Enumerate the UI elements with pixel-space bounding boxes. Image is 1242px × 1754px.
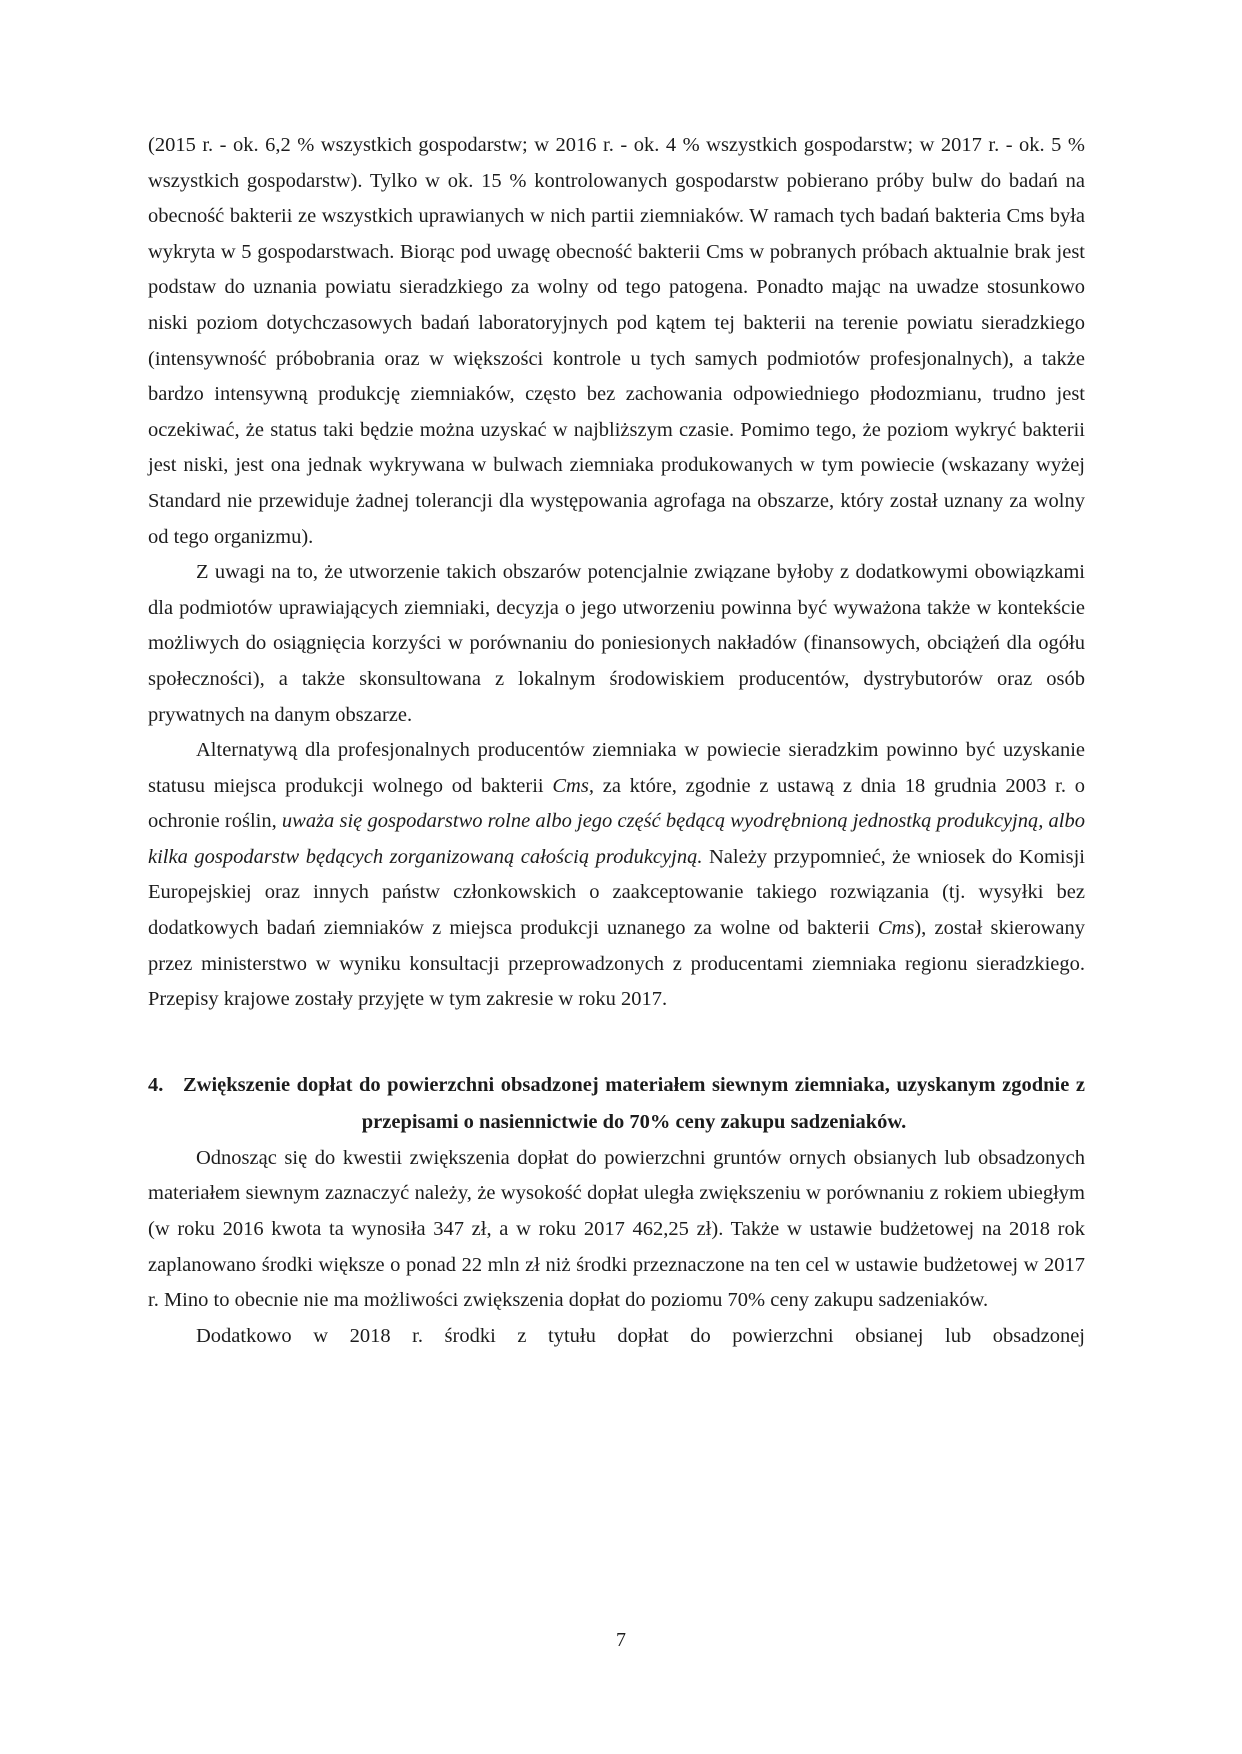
legal-definition-quote: uważa się gospodarstwo rolne albo jego część będącą wyodrębnioną jednostką produkcyjną, albo kilka gospodarstw będących zorganizowaną całością produkcyjną. <box>148 810 1085 868</box>
paragraph-text-part: Alternatywą dla profesjonalnych producentów ziemniaka w powiecie sieradzkim powinno być uzyskanie statusu miejsca produkcji wolnego od bakterii <box>148 739 1085 797</box>
paragraph-subsidy-increase: Odnosząc się do kwestii zwiększenia dopłat do powierzchni gruntów ornych obsianych lub obsadzonych materiałem siewnym zaznaczyć należy, że wysokość dopłat uległa zwiększeniu w porównaniu z rokiem ubiegłym (w roku 2016 kwota ta wynosiła 347 zł, a w roku 2017 462,25 zł). Także w ustawie budżetowej na 2018 rok zaplanowano środki większe o ponad 22 mln zł niż środki przeznaczone na ten cel w ustawie budżetowej w 2017 r. Mino to obecnie nie ma możliwości zwiększenia dopłat do poziomu 70% ceny zakupu sadzeniaków. <box>148 1146 1085 1312</box>
section-heading <box>148 1067 1085 1141</box>
cms-term: Cms, <box>552 774 594 797</box>
section-number: 4. <box>148 1073 164 1096</box>
document-body <box>148 128 1085 1354</box>
page-number: 7 <box>616 1629 626 1651</box>
paragraph-additional-obligations: Z uwagi na to, że utworzenie takich obszarów potencjalnie związane byłoby z dodatkowymi obowiązkami dla podmiotów uprawiających ziemniaki, decyzja o jego utworzeniu powinna być wyważona także w kontekście możliwych do osiągnięcia korzyści w porównaniu do poniesionych nakładów (finansowych, obciążeń dla ogółu społeczności), a także skonsultowana z lokalnym środowiskiem producentów, dystrybutorów oraz osób prywatnych na danym obszarze. <box>148 561 1085 726</box>
cms-term: Cms <box>877 917 915 940</box>
paragraph-text-part: za które, zgodnie z ustawą z dnia 18 grudnia 2003 r. o ochronie roślin, <box>148 774 1085 833</box>
paragraph-production-site-status <box>148 733 1085 1018</box>
paragraph-cms-detection: (2015 r. - ok. 6,2 % wszystkich gospodarstw; w 2016 r. - ok. 4 % wszystkich gospodarstw; w 2017 r. - ok. 5 % wszystkich gospodarstw). Tylko w ok. 15 % kontrolowanych gospodarstw pobierano próby bulw do badań na obecność bakterii ze wszystkich uprawianych w nich partii ziemniaków. W ramach tych badań bakteria Cms była wykryta w 5 gospodarstwach. Biorąc pod uwagę obecność bakterii Cms w pobranych próbach aktualnie brak jest podstaw do uznania powiatu sieradzkiego za wolny od tego patogena. Ponadto mając na uwadze stosunkowo niski poziom dotychczasowych badań laboratoryjnych pod kątem tej bakterii na terenie powiatu sieradzkiego (intensywność próbobrania oraz w większości kontrole u tych samych podmiotów profesjonalnych), a także bardzo intensywną produkcję ziemniaków, często bez zachowania odpowiedniego płodozmianu, trudno jest oczekiwać, że status taki będzie można uzyskać w najbliższym czasie. Pomimo tego, że poziom wykryć bakterii jest niski, jest ona jednak wykrywana w bulwach ziemniaka produkowanych w tym powiecie (wskazany wyżej Standard nie przewiduje żadnej tolerancji dla występowania agrofaga na obszarze, który został uznany za wolny od tego organizmu). <box>148 134 1085 548</box>
paragraph-text-part: Należy przypomnieć, że wniosek do Komisji Europejskiej oraz innych państw członkowskich o zaakceptowanie takiego rozwiązania (tj. wysyłki bez dodatkowych badań ziemniaków z miejsca produkcji uznanego za wolne od bakterii <box>148 845 1085 940</box>
paragraph-additional-funds: Dodatkowo w 2018 r. środki z tytułu dopłat do powierzchni obsianej lub obsadzonej <box>196 1324 1085 1347</box>
paragraph-text-part: ), został skierowany przez ministerstwo w wyniku konsultacji przeprowadzonych z producentami ziemniaka regionu sieradzkiego. Przepisy krajowe zostały przyjęte w tym zakresie w roku 2017. <box>148 917 1085 1011</box>
section-title: Zwiększenie dopłat do powierzchni obsadzonej materiałem siewnym ziemniaka, uzyskanym zgodnie z przepisami o nasiennictwie do 70% ceny zakupu sadzeniaków. <box>183 1073 1085 1133</box>
